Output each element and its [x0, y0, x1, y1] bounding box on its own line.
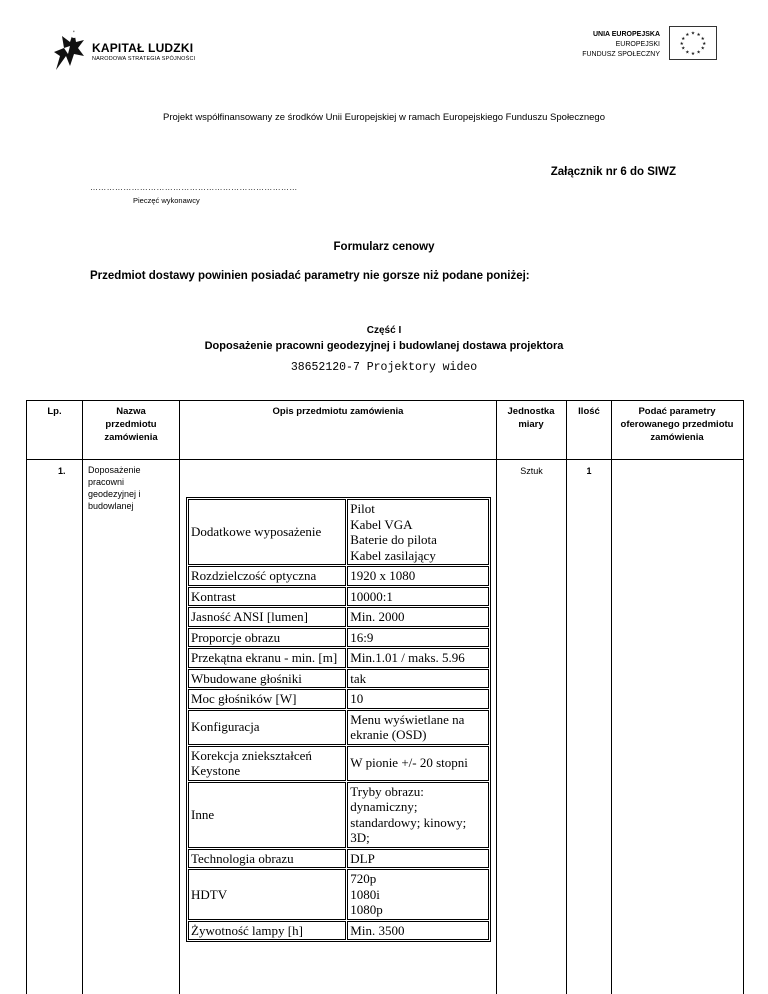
spec-row — [188, 648, 489, 668]
spec-row — [188, 849, 489, 869]
table-col-line-2 — [179, 400, 180, 994]
eu-line1: UNIA EUROPEJSKA — [592, 31, 660, 38]
attachment-label: Załącznik nr 6 do SIWZ — [550, 166, 676, 178]
row-parametry-input[interactable] — [612, 462, 743, 992]
spec-value: DLP — [347, 849, 489, 869]
form-title: Formularz cenowy — [333, 241, 435, 253]
svg-text:★: ★ — [700, 37, 705, 43]
row-lp: 1. — [58, 466, 66, 476]
table-header-divider — [26, 459, 744, 460]
spec-row — [188, 869, 489, 920]
spec-row — [188, 782, 489, 848]
spec-value: 1920 x 1080 — [347, 566, 489, 586]
kapital-ludzki-title: KAPITAŁ LUDZKI — [92, 41, 194, 55]
header-ilosc: Ilość — [578, 406, 600, 417]
spec-value: Menu wyświetlane na ekranie (OSD) — [347, 710, 489, 745]
header-jednostka: Jednostka miary — [507, 406, 555, 430]
spec-value: 10 — [347, 689, 489, 709]
spec-name: Moc głośników [W] — [188, 689, 346, 709]
spec-name: Żywotność lampy [h] — [188, 921, 346, 941]
svg-text:★: ★ — [679, 41, 684, 47]
eu-flag-icon — [669, 26, 717, 60]
spec-row — [188, 746, 489, 781]
subject-title: Doposażenie pracowni geodezyjnej i budowlanej dostawa projektora — [204, 340, 564, 352]
cpv-code: 38652120-7 Projektory wideo — [290, 361, 478, 374]
spec-row — [188, 921, 489, 941]
spec-name: Inne — [188, 782, 346, 848]
eu-line2: EUROPEJSKI — [615, 41, 660, 48]
spec-name: Proporcje obrazu — [188, 628, 346, 648]
spec-row — [188, 689, 489, 709]
svg-text:★: ★ — [685, 33, 690, 39]
spec-name: Rozdzielczość optyczna — [188, 566, 346, 586]
spec-table-body — [188, 499, 489, 940]
table-border-top — [26, 400, 744, 401]
spec-value: Min. 2000 — [347, 607, 489, 627]
spec-name: Konfiguracja — [188, 710, 346, 745]
svg-text:★: ★ — [690, 31, 696, 37]
spec-value: 720p 1080i 1080p — [347, 869, 489, 920]
spec-value: 16:9 — [347, 628, 489, 648]
eu-text-block — [582, 30, 660, 60]
svg-text:★: ★ — [702, 41, 707, 47]
spec-row — [188, 499, 489, 565]
header-lp: Lp. — [47, 406, 62, 417]
spec-row — [188, 566, 489, 586]
svg-text:★: ★ — [700, 46, 705, 52]
spec-table — [186, 497, 491, 942]
spec-name: Jasność ANSI [lumen] — [188, 607, 346, 627]
spec-name: Przekątna ekranu - min. [m] — [188, 648, 346, 668]
eu-line3: FUNDUSZ SPOŁECZNY — [582, 51, 660, 58]
spec-value: Tryby obrazu: dynamiczny; standardowy; kinowy; 3D; — [347, 782, 489, 848]
cofinancing-note: Projekt współfinansowany ze środków Unii Europejskiej w ramach Europejskiego Funduszu Społecznego — [163, 112, 605, 123]
spec-value: W pionie +/- 20 stopni — [347, 746, 489, 781]
spec-value: Min.1.01 / maks. 5.96 — [347, 648, 489, 668]
spec-row — [188, 669, 489, 689]
spec-value: Pilot Kabel VGA Baterie do pilota Kabel zasilający — [347, 499, 489, 565]
spec-name: Technologia obrazu — [188, 849, 346, 869]
row-nazwa: Doposażenie pracowni geodezyjnej i budowlanej — [88, 465, 141, 511]
svg-text:★: ★ — [681, 37, 686, 43]
table-col-line-6 — [743, 400, 744, 994]
svg-text:★: ★ — [696, 33, 701, 39]
stamp-dots: ………………………………………………………………… — [90, 183, 298, 192]
svg-text:★: ★ — [681, 46, 686, 52]
table-col-line-1 — [82, 400, 83, 994]
spec-row — [188, 607, 489, 627]
row-jednostka: Sztuk — [520, 466, 543, 476]
spec-value: Min. 3500 — [347, 921, 489, 941]
spec-value: 10000:1 — [347, 587, 489, 607]
spec-row — [188, 587, 489, 607]
header-parametry: Podać parametry oferowanego przedmiotu zamówienia — [620, 406, 734, 443]
spec-row — [188, 710, 489, 745]
table-col-line-0 — [26, 400, 27, 994]
kapital-ludzki-subtitle: NARODOWA STRATEGIA SPÓJNOŚCI — [92, 56, 196, 62]
spec-name: Kontrast — [188, 587, 346, 607]
spec-name: Korekcja zniekształceń Keystone — [188, 746, 346, 781]
svg-text:★: ★ — [685, 50, 690, 56]
header-opis: Opis przedmiotu zamówienia — [272, 406, 404, 417]
header-nazwa: Nazwa przedmiotu zamówienia — [104, 406, 158, 443]
spec-name: Wbudowane głośniki — [188, 669, 346, 689]
kapital-ludzki-logo-icon — [50, 26, 88, 72]
requirement-text: Przedmiot dostawy powinien posiadać parametry nie gorsze niż podane poniżej: — [90, 270, 530, 282]
table-col-line-4 — [566, 400, 567, 994]
table-col-line-3 — [496, 400, 497, 994]
svg-text:★: ★ — [696, 50, 701, 56]
stamp-label: Pieczęć wykonawcy — [133, 196, 200, 205]
svg-text:★: ★ — [690, 52, 696, 58]
spec-name: Dodatkowe wyposażenie — [188, 499, 346, 565]
part-heading: Część I — [366, 325, 402, 336]
spec-value: tak — [347, 669, 489, 689]
spec-name: HDTV — [188, 869, 346, 920]
row-ilosc: 1 — [586, 466, 592, 476]
spec-row — [188, 628, 489, 648]
